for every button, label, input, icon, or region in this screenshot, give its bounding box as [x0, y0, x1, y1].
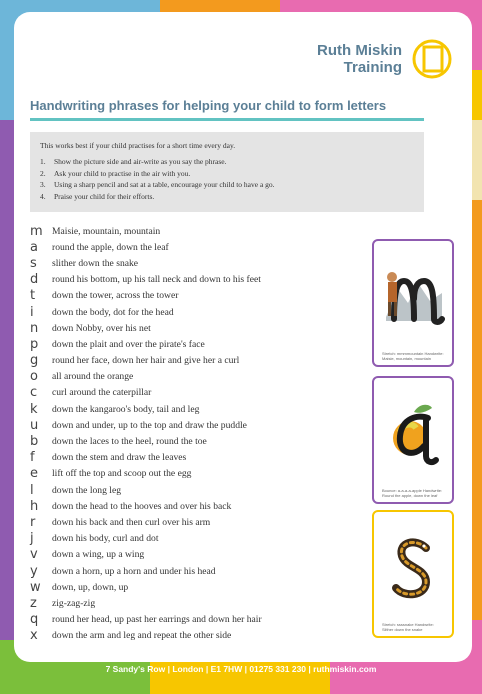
phrase-letter: o [30, 369, 38, 385]
phrase-text: down the kangaroo's body, tail and leg [52, 403, 200, 415]
phrase-letter: m [30, 223, 43, 239]
tip-item [40, 169, 414, 178]
phrase-letter: z [30, 595, 37, 611]
phrase-text: down a horn, up a horn and under his head [52, 565, 216, 577]
phrase-text: down the body, dot for the head [52, 306, 174, 318]
phrase-letter: h [30, 498, 39, 514]
phrase-row [30, 255, 370, 271]
phrase-text: down the plait and over the pirate's face [52, 338, 205, 350]
phrase-row [30, 498, 370, 514]
phrase-letter: d [30, 272, 39, 288]
phrase-text: down a wing, up a wing [52, 549, 145, 561]
tip-number: 2. [40, 168, 46, 178]
phrase-letter: q [30, 612, 39, 628]
phrase-row [30, 369, 370, 385]
phrase-row [30, 288, 370, 304]
phrase-row [30, 353, 370, 369]
phrase-letter: a [30, 239, 38, 255]
picture-card-s [372, 510, 454, 638]
phrase-letter: y [30, 563, 38, 579]
phrase-text: down the long leg [52, 484, 122, 496]
phrase-text: zig-zag-zig [52, 597, 96, 609]
phrase-row [30, 239, 370, 255]
footer-contact: 7 Sandy's Row | London | E1 7HW | 01275 331 230 | ruthmiskin.com [105, 664, 377, 674]
phrase-text: down the arm and leg and repeat the other side [52, 630, 232, 642]
phrase-row [30, 628, 370, 644]
brand [317, 37, 452, 81]
tip-number: 3. [40, 180, 46, 189]
title-underline [30, 118, 424, 121]
phrase-row [30, 579, 370, 595]
tip-item [40, 192, 414, 201]
brand-logo-icon [408, 37, 452, 81]
phrase-letter: w [30, 579, 41, 595]
phrase-row [30, 563, 370, 579]
phrase-letter: s [30, 255, 37, 271]
picture-card-m [372, 239, 454, 367]
phrase-text: all around the orange [52, 371, 134, 383]
phrase-text: Maisie, mountain, mountain [52, 225, 161, 237]
phrase-letter: v [30, 547, 38, 563]
phrase-row [30, 514, 370, 530]
phrase-row [30, 466, 370, 482]
phrase-letter: k [30, 401, 38, 417]
phrase-row [30, 531, 370, 547]
phrase-letter: x [30, 628, 38, 644]
page-title: Handwriting phrases for helping your child to form letters [30, 98, 387, 113]
phrase-text: down the laces to the heel, round the toe [52, 436, 207, 448]
phrase-letter: t [30, 288, 36, 304]
phrase-letter: i [30, 304, 34, 320]
tip-text: Ask your child to practise in the air with you. [54, 168, 191, 178]
apple-a-illustration [380, 384, 446, 476]
phrase-letter: e [30, 466, 38, 482]
phrase-row [30, 223, 370, 239]
brand-name [317, 42, 402, 76]
phrase-text: round his bottom, up his tall neck and down to his feet [52, 274, 261, 286]
phrase-text: down his body, curl and dot [52, 533, 159, 545]
phrase-row [30, 304, 370, 320]
tip-text: Show the picture side and air-write as you say the phrase. [54, 157, 227, 166]
tips-intro: This works best if your child practises for a short time every day. [40, 141, 236, 150]
phrase-text: slither down the snake [52, 257, 139, 269]
tip-item [40, 180, 414, 189]
phrase-text: down the tower, across the tower [52, 290, 179, 302]
phrase-row [30, 433, 370, 449]
phrase-letter: g [30, 353, 39, 369]
card-caption: Bounce: a-a-a-a-apple Handwrite: Round the apple, down the leaf [382, 488, 443, 498]
snake-s-illustration [380, 518, 446, 610]
tip-item [40, 157, 414, 166]
phrase-text: down and under, up to the top and draw the puddle [52, 419, 247, 431]
tip-number: 1. [40, 157, 46, 166]
phrase-letter: r [30, 514, 36, 530]
phrase-row [30, 482, 370, 498]
phrase-text: down Nobby, over his net [52, 322, 151, 334]
handout-card [14, 12, 472, 662]
brand-line-2: Training [343, 59, 402, 76]
phrase-letter: u [30, 417, 39, 433]
phrase-text: round her head, up past her earrings and down her hair [52, 614, 262, 626]
picture-card-a [372, 376, 454, 504]
tips-box [30, 132, 424, 212]
phrase-letter: p [30, 336, 39, 352]
mountain-m-illustration [380, 247, 446, 339]
phrase-row [30, 450, 370, 466]
phrase-text: down, up, down, up [52, 581, 129, 593]
phrase-text: lift off the top and scoop out the egg [52, 468, 192, 480]
phrase-letter: l [30, 482, 34, 498]
tip-number: 4. [40, 191, 46, 201]
phrase-row [30, 595, 370, 611]
phrase-row [30, 547, 370, 563]
phrase-letter: n [30, 320, 39, 336]
tip-text: Using a sharp pencil and sat at a table, encourage your child to have a go. [54, 180, 275, 189]
phrase-text: round the apple, down the leaf [52, 241, 169, 253]
phrase-text: down the stem and draw the leaves [52, 452, 187, 464]
tip-text: Praise your child for their efforts. [54, 191, 155, 201]
phrase-text: down the head to the hooves and over his back [52, 500, 232, 512]
phrase-text: down his back and then curl over his arm [52, 516, 211, 528]
phrase-row [30, 417, 370, 433]
phrase-letter: b [30, 434, 39, 450]
phrase-letter: j [30, 531, 34, 547]
phrase-row [30, 336, 370, 352]
phrase-text: curl around the caterpillar [52, 387, 152, 399]
brand-line-1: Ruth Miskin [317, 42, 402, 59]
phrase-text: round her face, down her hair and give her a curl [52, 355, 240, 367]
card-caption: Stretch: ssssnake Handwrite: Slither down the snake [382, 622, 434, 632]
phrase-letter: f [30, 450, 35, 466]
phrase-row [30, 401, 370, 417]
phrase-letter: c [30, 385, 38, 401]
phrase-row [30, 385, 370, 401]
card-caption: Stretch: mmmmountain Handwrite: Maisie, mountain, mountain [382, 351, 444, 361]
phrase-row [30, 612, 370, 628]
phrase-row [30, 272, 370, 288]
phrase-list [30, 223, 370, 644]
phrase-row [30, 320, 370, 336]
